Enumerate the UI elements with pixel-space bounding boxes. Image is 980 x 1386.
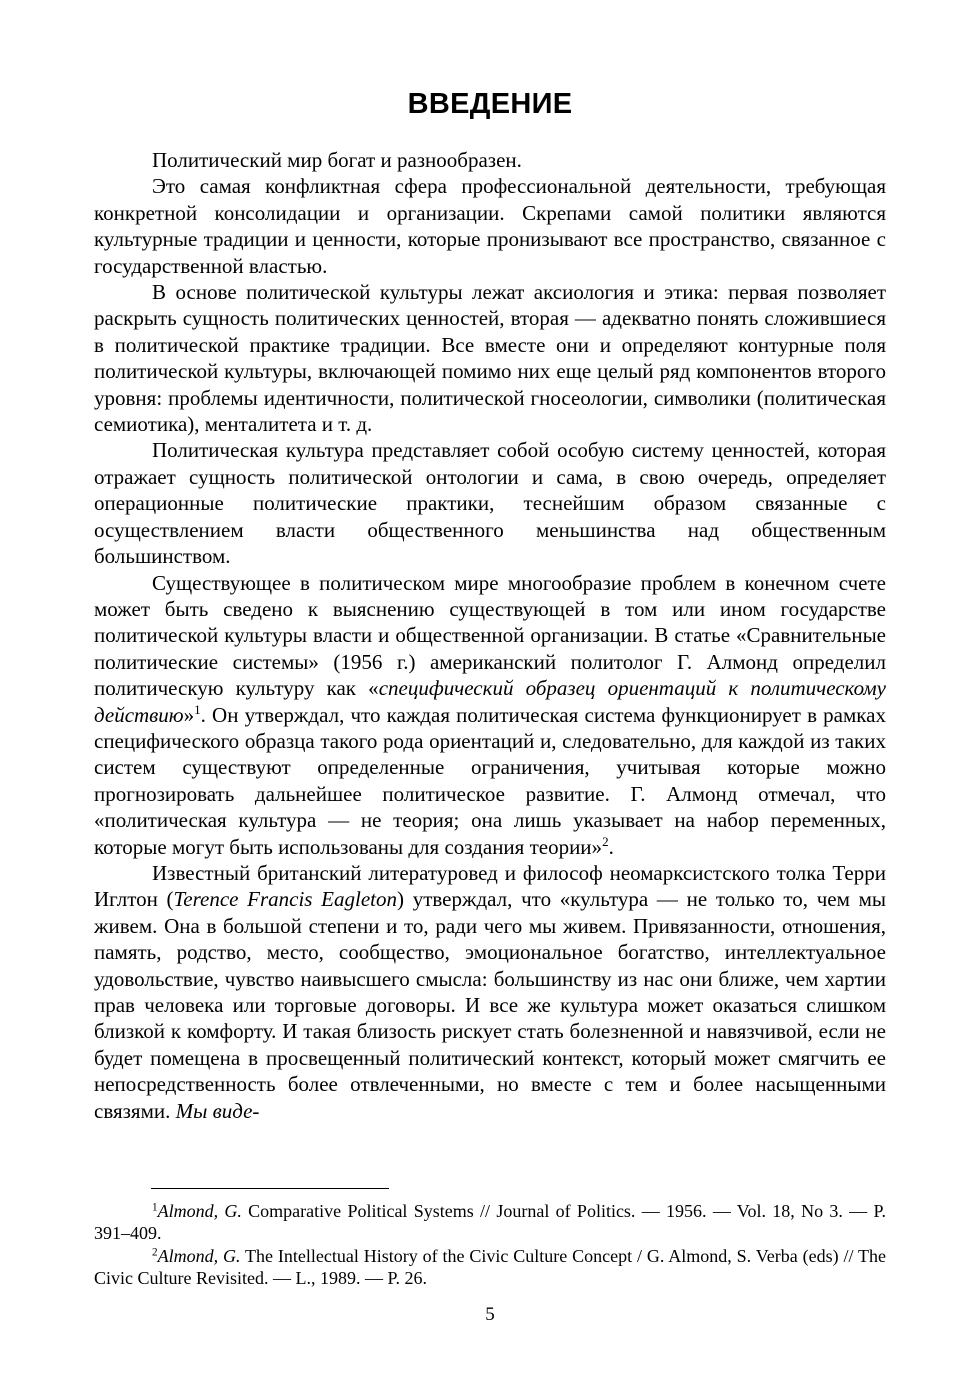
- footnote-1-author: Almond, G.: [157, 1201, 242, 1221]
- footnote-1-number: 1: [152, 1201, 158, 1214]
- paragraph-3: В основе политической культуры лежат аксиология и этика: первая позволяет раскрыть сущность политических ценностей, вторая — адекватно понять сложившиеся в политической практике традиции. Все вместе они и определяют контурные поля политической культуры, включающей помимо них еще целый ряд компонентов второго уровня: проблемы идентичности, политической гносеологии, символики (политическая семиотика), менталитета и т. д.: [94, 280, 886, 437]
- paragraph-6: [94, 860, 886, 1124]
- eagleton-name: Terence Francis Eagleton: [173, 887, 397, 912]
- paragraph-5-text-a: Существующее в политическом мире многообразие проблем в конечном счете может быть сведено к выяснению существующей в том или ином государстве политической культуры власти и общественной организации. В статье «Сравнительные политические системы» (1956 г.) американский политолог Г. Алмонд определил политическую культуру как «: [94, 570, 886, 701]
- paragraph-6-text-b: ) утверждал, что «культура — не только то, чем мы живем. Она в большой степени и то, ради чего мы живем. Привязанности, отношения, память, родство, место, сообщество, эмоциональное богатство, интеллектуальное удовольствие, чувство наивысшего смысла: большинству из нас они ближе, чем хартии прав человека или торговые договоры. И все же культура может оказаться слишком близкой к комфорту. И такая близость рискует стать болезненной и навязчивой, если не будет помещена в просвещенный политический контекст, который может смягчить ее непосредственность более отвлеченными, но вместе с тем и более насыщенными связями.: [94, 887, 886, 1123]
- footnote-1: [94, 1200, 886, 1244]
- footnote-2-number: 2: [152, 1246, 158, 1259]
- footnotes: [94, 1200, 886, 1290]
- footnote-ref-1[interactable]: 1: [194, 701, 201, 717]
- paragraph-5-text-d: .: [608, 834, 614, 859]
- footnote-2: [94, 1245, 886, 1289]
- footnote-1-text: Comparative Political Systems // Journal of Politics. — 1956. — Vol. 18, No 3. — P. 391–409.: [94, 1201, 886, 1243]
- paragraph-5-text-b: »: [183, 702, 195, 727]
- chapter-title: ВВЕДЕНИЕ: [407, 88, 573, 120]
- paragraph-6-text-a: Известный британский литературовед и философ неомарксистского толка Терри Иглтон (: [94, 860, 886, 912]
- footnote-2-author: Almond, G.: [157, 1246, 241, 1266]
- paragraph-6-italic-end: Мы виде-: [175, 1098, 260, 1123]
- almond-definition-quote: специфический образец ориентаций к политическому действию: [94, 676, 887, 727]
- paragraph-5: [94, 570, 886, 860]
- paragraph-5-text-c: . Он утверждал, что каждая политическая система функционирует в рамках специфического образца такого рода ориентаций и, следовательно, для каждой из таких систем существуют определенные ограничения, учитывая которые можно прогнозировать дальнейшее политическое развитие. Г. Алмонд отмечал, что «политическая культура — не теория; она лишь указывает на набор переменных, которые могут быть использованы для создания теории»: [94, 702, 886, 859]
- footnote-2-text: The Intellectual History of the Civic Culture Concept / G. Almond, S. Verba (eds) // The Civic Culture Revisited. — L., 1989. — P. 26.: [94, 1246, 887, 1288]
- paragraph-1: Политический мир богат и разнообразен.: [152, 148, 522, 172]
- footnote-ref-2[interactable]: 2: [602, 833, 609, 849]
- paragraph-2: Это самая конфликтная сфера профессиональной деятельности, требующая конкретной консолидации и организации. Скрепами самой политики являются культурные традиции и ценности, которые пронизывают все пространство, связанное с государственной властью.: [94, 174, 886, 278]
- footnote-separator: [151, 1188, 389, 1189]
- page-number: 5: [485, 1304, 495, 1325]
- paragraph-4: Политическая культура представляет собой особую систему ценностей, которая отражает сущность политической онтологии и сама, в свою очередь, определяет операционные политические практики, теснейшим образом связанные с осуществлением власти общественного меньшинства над общественным большинством.: [94, 438, 886, 569]
- main-text: [94, 147, 886, 1124]
